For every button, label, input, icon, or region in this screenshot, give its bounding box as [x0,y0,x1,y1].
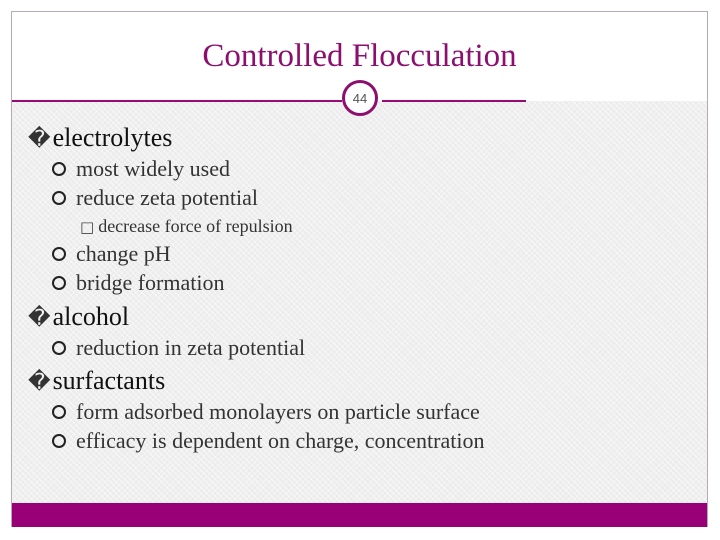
title-divider-left [12,100,342,102]
list-item: bridge formation [52,270,224,296]
bullet-electrolytes [28,123,172,155]
square-bullet-icon: □ [80,218,95,236]
circle-bullet-icon [52,405,66,419]
circle-bullet-icon [52,247,66,261]
list-item: reduce zeta potential [52,185,258,211]
bullet-marker-icon: � [28,306,51,331]
bullet-label: alcohol [52,302,130,331]
bullet-marker-icon: � [28,127,51,152]
circle-bullet-icon [52,341,66,355]
slide-title: Controlled Flocculation [202,38,517,74]
page-number-badge [342,80,378,116]
title-divider-right [382,100,526,102]
list-item: most widely used [52,156,230,182]
list-item: form adsorbed monolayers on particle surface [52,399,480,425]
page-number: 44 [352,90,368,106]
circle-bullet-icon [52,276,66,290]
bullet-label: electrolytes [52,123,173,152]
sub-list-item: □ decrease force of repulsion [80,216,293,236]
bullet-marker-icon: � [28,370,51,395]
footer-bar [12,503,707,527]
circle-bullet-icon [52,191,66,205]
circle-bullet-icon [52,434,66,448]
bullet-label: surfactants [52,366,166,395]
list-item: change pH [52,241,171,267]
bullet-alcohol [28,302,129,334]
bullet-surfactants [28,366,165,398]
circle-bullet-icon [52,162,66,176]
list-item: efficacy is dependent on charge, concentration [52,428,484,454]
list-item: reduction in zeta potential [52,335,305,361]
